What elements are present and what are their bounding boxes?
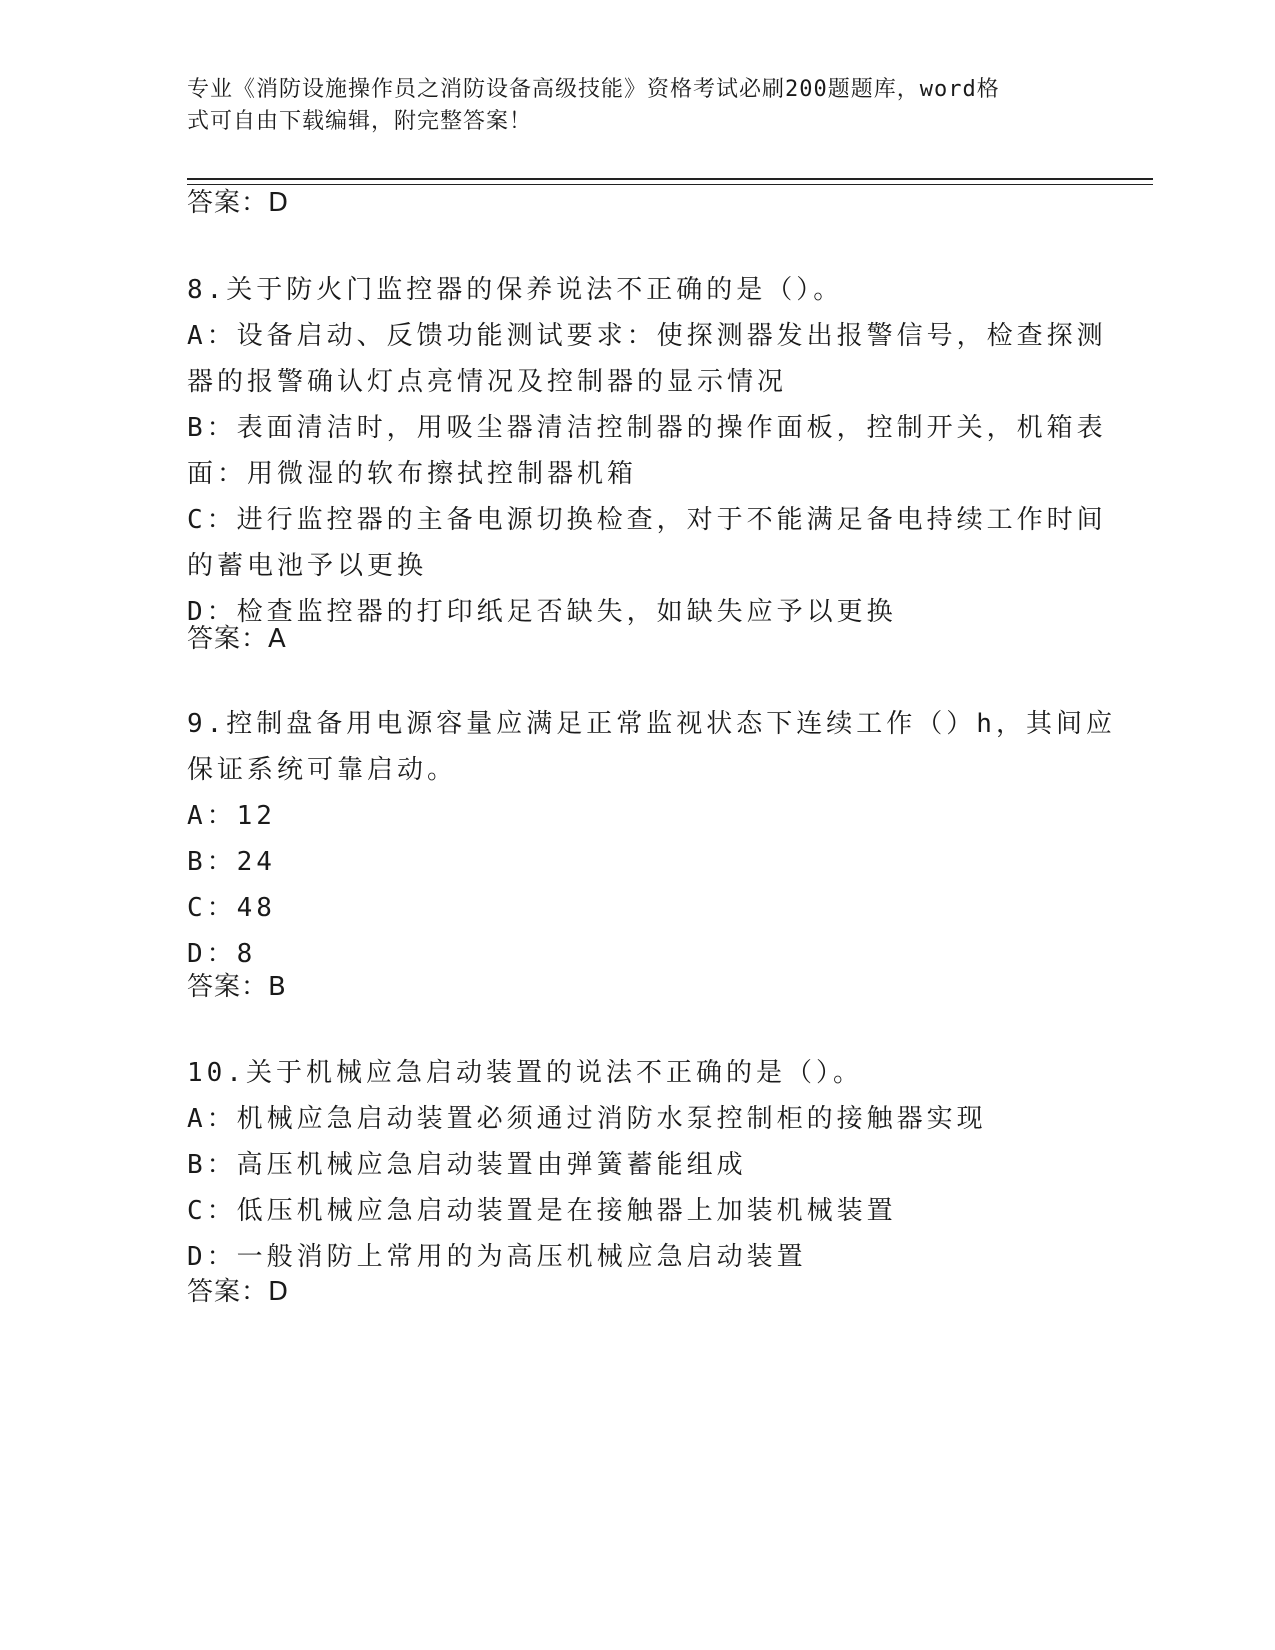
option-d: D：检查监控器的打印纸足否缺失，如缺失应予以更换 xyxy=(187,597,897,627)
header-line-2: 式可自由下载编辑，附完整答案！ xyxy=(187,109,533,134)
option-c: C：48 xyxy=(187,893,276,923)
option-b-line-2: 面：用微湿的软布擦拭控制器机箱 xyxy=(187,459,638,489)
header-divider-thin xyxy=(187,184,1153,185)
header-divider-thick xyxy=(187,178,1153,180)
answer-q10: 答案：D xyxy=(187,1277,290,1307)
question-stem-line-2: 保证系统可靠启动。 xyxy=(187,755,458,785)
answer-q9: 答案：B xyxy=(187,972,287,1002)
option-a: A：12 xyxy=(187,801,276,831)
question-stem: 10.关于机械应急启动装置的说法不正确的是（）。 xyxy=(187,1058,863,1088)
option-b-line-1: B：表面清洁时，用吸尘器清洁控制器的操作面板，控制开关，机箱表 xyxy=(187,413,1107,443)
option-b xyxy=(187,405,1107,497)
answer-prev: 答案：D xyxy=(187,188,290,218)
document-header xyxy=(187,74,1067,138)
option-c-line-2: 的蓄电池予以更换 xyxy=(187,551,428,581)
question-10 xyxy=(187,1050,1067,1280)
option-c-line-1: C：进行监控器的主备电源切换检查，对于不能满足备电持续工作时间 xyxy=(187,505,1107,535)
option-a: A：机械应急启动装置必须通过消防水泵控制柜的接触器实现 xyxy=(187,1104,987,1134)
question-stem-line-1: 9.控制盘备用电源容量应满足正常监视状态下连续工作（）h，其间应 xyxy=(187,709,1116,739)
answer-q8: 答案：A xyxy=(187,624,287,654)
question-9 xyxy=(187,701,1116,977)
option-a-line-2: 器的报警确认灯点亮情况及控制器的显示情况 xyxy=(187,367,788,397)
option-b: B：24 xyxy=(187,847,276,877)
option-b: B：高压机械应急启动装置由弹簧蓄能组成 xyxy=(187,1150,747,1180)
question-8 xyxy=(187,267,1107,635)
option-a xyxy=(187,313,1107,405)
header-line-1: 专业《消防设施操作员之消防设备高级技能》资格考试必刷200题题库，word格 xyxy=(187,77,1000,102)
option-d: D：8 xyxy=(187,939,257,969)
option-d: D：一般消防上常用的为高压机械应急启动装置 xyxy=(187,1242,807,1272)
option-c xyxy=(187,497,1107,589)
option-a-line-1: A：设备启动、反馈功能测试要求：使探测器发出报警信号，检查探测 xyxy=(187,321,1107,351)
option-c: C：低压机械应急启动装置是在接触器上加装机械装置 xyxy=(187,1196,897,1226)
question-stem: 8.关于防火门监控器的保养说法不正确的是（）。 xyxy=(187,275,844,305)
